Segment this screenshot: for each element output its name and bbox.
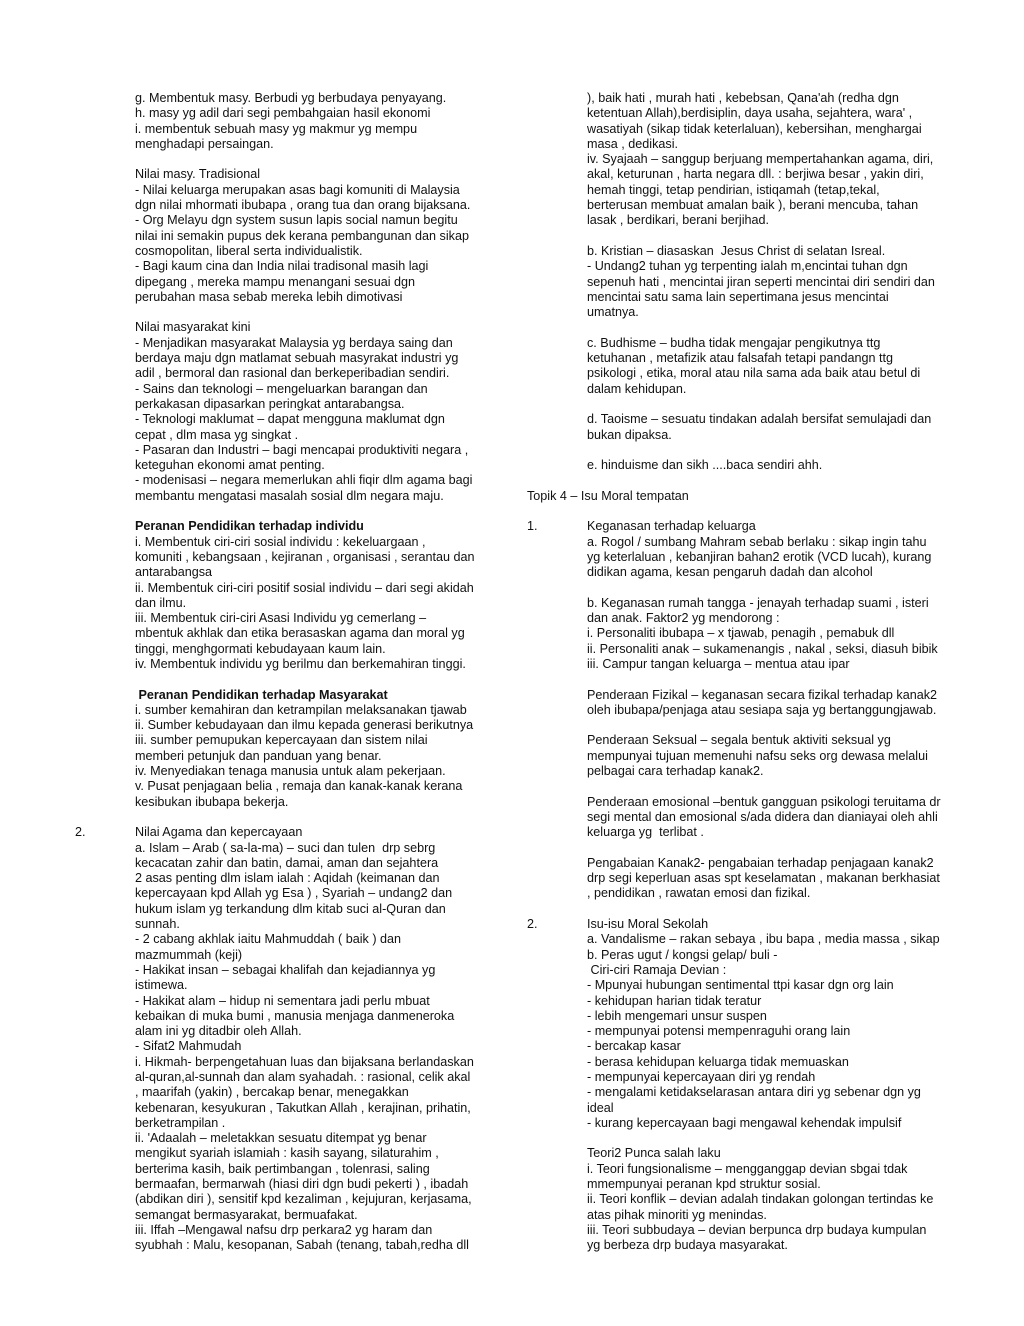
- text-line: ii. Sumber kebudayaan dan ilmu kepada generasi berikutnya: [135, 718, 474, 733]
- text-line: mmempunyai peranan kpd struktur sosial.: [587, 1177, 821, 1192]
- text-line: 2 asas penting dlm islam ialah : Aqidah (keimanan dan: [135, 871, 440, 886]
- right-block-buddhism: [587, 336, 972, 397]
- text-line: berketrampilan .: [135, 1115, 226, 1130]
- text-line: yg keterlaluan , kebanjiran bahan2 erotik (VCD lucah), kurang: [587, 549, 932, 564]
- text-line: bukan dipaksa.: [587, 427, 672, 442]
- right-block-christian: [587, 244, 972, 320]
- text-line: nilai ini semakin pupus dek kerana pembangunan dan sikap: [135, 228, 469, 243]
- text-line: atas pihak minoriti yg menindas.: [587, 1207, 767, 1222]
- text-line: cosmopolitan, liberal serta individualistik.: [135, 243, 363, 258]
- text-line: ketuhanan , metafizik atau falsafah tetapi pandangn ttg: [587, 351, 893, 366]
- left-block-education-society: [135, 703, 507, 810]
- text-line: dan ilmu.: [135, 595, 187, 610]
- item-1-number: 1.: [527, 519, 538, 534]
- text-line: membantu mengatasi masalah sosial dlm negara maju.: [135, 488, 444, 503]
- text-line: Ciri-ciri Ramaja Devian :: [587, 962, 727, 977]
- left-block-education-individual: [135, 535, 507, 673]
- text-line: iii. sumber pemupukan kepercayaan dan sistem nilai: [135, 733, 428, 748]
- text-line: cepat , dlm masa yg singkat .: [135, 427, 299, 442]
- text-line: antarabangsa: [135, 565, 213, 580]
- text-line: - Hakikat alam – hidup ni sementara jadi perlu mbuat: [135, 993, 430, 1008]
- right-block-taoism: [587, 412, 972, 443]
- text-line: - Teknologi maklumat – dapat mengguna maklumat dgn: [135, 412, 445, 427]
- left-item-2: [75, 825, 507, 1253]
- text-line: c. Budhisme – budha tidak mengajar pengikutnya ttg: [587, 335, 881, 350]
- right-item-2: [527, 917, 972, 1131]
- heading-education-society: Peranan Pendidikan terhadap Masyarakat: [135, 687, 388, 702]
- text-line: lasak , berdikari, berani berjihad.: [587, 213, 770, 228]
- text-line: wasatiyah (sikap tidak keterlaluan), kebersihan, menghargai: [587, 121, 922, 136]
- text-line: dgn nilai mhormati ibubapa , orang tua dan orang bijaksana.: [135, 198, 471, 213]
- text-line: yg berbeza drp budaya masyarakat.: [587, 1238, 788, 1253]
- text-line: - modenisasi – negara memerlukan ahli fiqir dlm agama bagi: [135, 473, 473, 488]
- text-line: (abdikan diri ), sensitif kpd kezaliman , kejujuran, kerjasama,: [135, 1192, 472, 1207]
- text-line: - 2 cabang akhlak iaitu Mahmuddah ( baik ) dan: [135, 932, 402, 947]
- text-line: - mempunyai kepercayaan diri yg rendah: [587, 1070, 816, 1084]
- text-line: ketentuan Allah),berdisiplin, daya usaha, sejahtera, wara' ,: [587, 106, 913, 121]
- text-line: berdaya maju dgn matlamat sebuah masyrakat industri yg: [135, 351, 459, 366]
- text-line: i. Personaliti ibubapa – x tjawab, penagih , pemabuk dll: [587, 626, 895, 641]
- text-line: masa , dedikasi.: [587, 136, 678, 151]
- text-line: Penderaan emosional –bentuk gangguan psikologi teruitama dr: [587, 794, 941, 809]
- text-line: keluarga yg terlibat .: [587, 825, 704, 840]
- text-line: sunnah.: [135, 917, 180, 932]
- text-line: , pendidikan , rawatan emosi dan fizikal.: [587, 886, 811, 901]
- item-2-number-left: 2.: [75, 825, 86, 840]
- text-line: - Undang2 tuhan yg terpenting ialah m,encintai tuhan dgn: [587, 259, 908, 274]
- text-line: iii. Iffah –Mengawal nafsu drp perkara2 yg haram dan: [135, 1222, 433, 1237]
- text-line: bermaafan, bermarwah (hiasi diri dgn budi pekerti ) , ibadah: [135, 1177, 469, 1192]
- text-line: iv. Syajaah – sanggup berjuang mempertahankan agama, diri,: [587, 152, 934, 167]
- text-line: v. Pusat penjagaan belia , remaja dan kanak-kanak kerana: [135, 779, 463, 794]
- text-line: b. Keganasan rumah tangga - jenayah terhadap suami , isteri: [587, 595, 929, 610]
- text-line: iii. Campur tangan keluarga – mentua atau ipar: [587, 656, 850, 671]
- text-line: ii. Personaliti anak – sukamenangis , nakal , seksi, diasuh bibik: [587, 641, 938, 656]
- text-line: drp segi keperluan asas spt keselamatan , makanan berkhasiat: [587, 871, 940, 886]
- text-line: i. Teori fungsionalisme – mengganggap devian sbgai tdak: [587, 1161, 908, 1176]
- text-line: kebaikan di muka bumi , manusia menjaga danmeneroka: [135, 1008, 455, 1023]
- text-line: Nilai Agama dan kepercayaan: [135, 825, 303, 840]
- text-line: - Pasaran dan Industri – bagi mencapai produktiviti negara ,: [135, 442, 469, 457]
- text-line: - berasa kehidupan keluarga tidak memuaskan: [587, 1054, 849, 1069]
- text-line: d. Taoisme – sesuatu tindakan adalah bersifat semulajadi dan: [587, 412, 932, 427]
- text-line: hukum islam yg terkandung dlm kitab suci al-Quran dan: [135, 901, 446, 916]
- text-line: a. Islam – Arab ( sa-la-ma) – suci dan tulen drp sebrg: [135, 840, 436, 855]
- text-line: keteguhan ekonomi amat penting.: [135, 458, 325, 473]
- text-line: iv. Membentuk individu yg berilmu dan berkemahiran tinggi.: [135, 656, 466, 671]
- text-line: i. membentuk sebuah masy yg makmur yg mempu: [135, 121, 418, 136]
- text-line: umatnya.: [587, 305, 639, 320]
- text-line: istimewa.: [135, 978, 188, 993]
- text-line: adil , bermoral dan rasional dan berkeperibadian sendiri.: [135, 366, 450, 381]
- text-line: - Org Melayu dgn system susun lapis social namun begitu: [135, 213, 458, 228]
- text-line: syubhah : Malu, kesopanan, Sabah (tenang, tabah,redha dll: [135, 1238, 469, 1253]
- right-block-domestic-violence: [587, 596, 972, 672]
- text-line: kecacatan zahir dan batin, damai, aman dan sejahtera: [135, 855, 439, 870]
- right-block-hinduism: [587, 458, 972, 473]
- right-block-theories: [587, 1146, 972, 1253]
- text-line: sepenuh hati , mencintai jiran seperti mencintai diri sendiri dan: [587, 274, 935, 289]
- text-line: mengikut syariah islamiah : kasih sayang, silaturahim ,: [135, 1146, 439, 1161]
- text-line: a. Rogol / sumbang Mahram sebab berlaku : sikap ingin tahu: [587, 534, 927, 549]
- text-line: - mempunyai potensi mempenraguhi orang lain: [587, 1024, 851, 1039]
- right-block-family-violence: [587, 519, 972, 580]
- heading-education-individual: Peranan Pendidikan terhadap individu: [135, 519, 364, 534]
- text-line: - kehidupan harian tidak teratur: [587, 993, 762, 1008]
- text-line: - Hakikat insan – sebagai khalifah dan kejadiannya yg: [135, 962, 436, 977]
- text-line: e. hinduisme dan sikh ....baca sendiri ahh.: [587, 458, 823, 473]
- text-line: i. sumber kemahiran dan ketrampilan melaksanakan tjawab: [135, 702, 467, 717]
- text-line: dalam kehidupan.: [587, 381, 687, 396]
- text-line: Isu-isu Moral Sekolah: [587, 917, 709, 932]
- text-line: akal, keturunan , harta negara dll. : berjiwa besar , yakin diri,: [587, 167, 924, 182]
- text-line: ii. Membentuk ciri-ciri positif sosial individu – dari segi akidah: [135, 580, 474, 595]
- item-2-number-right: 2.: [527, 917, 538, 932]
- text-line: Teori2 Punca salah laku: [587, 1146, 721, 1161]
- text-line: mencintai satu sama lain sepertimana jesus mencintai: [587, 289, 889, 304]
- text-line: iii. Membentuk ciri-ciri Asasi Individu yg cemerlang –: [135, 611, 427, 626]
- text-line: iii. Teori subbudaya – devian berpunca drp budaya kumpulan: [587, 1222, 927, 1237]
- text-line: g. Membentuk masy. Berbudi yg berbudaya penyayang.: [135, 91, 447, 105]
- left-column: [75, 91, 507, 1254]
- text-line: h. masy yg adil dari segi pembahgaian hasil ekonomi: [135, 106, 431, 121]
- text-line: - mengalami ketidakselarasan antara diri yg sebenar dgn yg: [587, 1085, 921, 1100]
- text-line: b. Peras ugut / kongsi gelap/ buli -: [587, 947, 778, 962]
- text-line: i. Hikmah- berpengetahuan luas dan bijaksana berlandaskan: [135, 1054, 474, 1069]
- text-line: a. Vandalisme – rakan sebaya , ibu bapa , media massa , sikap: [587, 932, 940, 947]
- text-line: perubahan masa sebab mereka lebih dimotivasi: [135, 289, 403, 304]
- text-line: - Sifat2 Mahmudah: [135, 1039, 242, 1054]
- text-line: hemah tinggi, tetap pendirian, istiqamah (tetap,tekal,: [587, 182, 880, 197]
- text-line: Keganasan terhadap keluarga: [587, 519, 756, 534]
- text-line: berterusan membuat amalan baik ), berani mencuba, tahan: [587, 198, 919, 213]
- text-line: b. Kristian – diasaskan Jesus Christ di selatan Isreal.: [587, 243, 886, 258]
- text-line: - Mpunyai hubungan sentimental ttpi kasar dgn org lain: [587, 978, 894, 993]
- text-line: - Sains dan teknologi – mengeluarkan barangan dan: [135, 381, 428, 396]
- text-line: didikan agama, kesan pengaruh dadah dan alcohol: [587, 565, 873, 580]
- text-line: mbentuk akhlak dan etika berasaskan agama dan moral yg: [135, 626, 465, 641]
- left-block-current-values: [135, 320, 507, 504]
- text-line: mazmummah (keji): [135, 947, 243, 962]
- text-line: perkakasan dipasarkan peringkat antarabangsa.: [135, 396, 405, 411]
- right-block-physical-abuse: [587, 688, 972, 719]
- text-line: oleh ibubapa/penjaga atau sesiapa saja yg bertanggungjawab.: [587, 702, 937, 717]
- right-block-sexual-abuse: [587, 733, 972, 779]
- text-line: - Nilai keluarga merupakan asas bagi komuniti di Malaysia: [135, 182, 460, 197]
- text-line: - Menjadikan masyarakat Malaysia yg berdaya saing dan: [135, 335, 453, 350]
- text-line: tinggi, menghgormati kebudayaan kaum lain.: [135, 641, 386, 656]
- right-item-1: [527, 519, 972, 580]
- right-block-islam-continued: [587, 91, 972, 229]
- text-line: i. Membentuk ciri-ciri sosial individu : kekeluargaan ,: [135, 534, 426, 549]
- text-line: - Bagi kaum cina dan India nilai tradisonal masih lagi: [135, 259, 429, 274]
- text-line: menghadapi persaingan.: [135, 136, 274, 151]
- text-line: Nilai masy. Tradisional: [135, 167, 261, 182]
- text-line: Penderaan Seksual – segala bentuk aktiviti seksual yg: [587, 733, 891, 748]
- right-block-emotional-abuse: [587, 795, 972, 841]
- text-line: psikologi , etika, moral atau nila sama ada baik atau betul di: [587, 366, 921, 381]
- left-block-goals: [135, 91, 507, 152]
- text-line: pelbagai cara terhadap kanak2.: [587, 764, 764, 779]
- text-line: kesibukan ibubapa bekerja.: [135, 794, 289, 809]
- text-line: kebenaran, kesyukuran , Takutkan Allah , kerajinan, prihatin,: [135, 1100, 471, 1115]
- text-line: Nilai masyarakat kini: [135, 320, 251, 335]
- text-line: segi mental dan emosional s/ada didera dan dianiayai oleh ahli: [587, 809, 938, 824]
- text-line: - kurang kepercayaan bagi mengawal kehendak impulsif: [587, 1115, 902, 1130]
- topic-4-heading: Topik 4 – Isu Moral tempatan: [527, 488, 689, 503]
- text-line: semangat bermasyarakat, bermuafakat.: [135, 1207, 358, 1222]
- text-line: kepercayaan kpd Allah yg Esa ) , Syariah – undang2 dan: [135, 886, 453, 901]
- right-block-neglect: [587, 856, 972, 902]
- text-line: ideal: [587, 1100, 614, 1115]
- left-block-religion-values: [135, 825, 507, 1253]
- right-block-school-issues: [587, 917, 972, 1131]
- text-line: , maarifah (yakin) , bercakap benar, menegakkan: [135, 1085, 409, 1100]
- text-line: iv. Menyediakan tenaga manusia untuk alam pekerjaan.: [135, 764, 446, 779]
- right-column: [527, 91, 972, 1254]
- text-line: memberi petunjuk dan panduan yang benar.: [135, 748, 382, 763]
- text-line: ii. Teori konflik – devian adalah tindakan golongan tertindas ke: [587, 1192, 934, 1207]
- text-line: - lebih mengemari unsur suspen: [587, 1008, 767, 1023]
- text-line: alam ini yg ditadbir oleh Allah.: [135, 1024, 302, 1039]
- text-line: komuniti , kebangsaan , kejiranan , organisasi , serantau dan: [135, 549, 475, 564]
- left-block-traditional-values: [135, 167, 507, 305]
- text-line: Penderaan Fizikal – keganasan secara fizikal terhadap kanak2: [587, 687, 938, 702]
- text-line: - bercakap kasar: [587, 1039, 681, 1054]
- text-line: ii. 'Adaalah – meletakkan sesuatu ditempat yg benar: [135, 1131, 427, 1146]
- text-line: Pengabaian Kanak2- pengabaian terhadap penjagaan kanak2: [587, 855, 934, 870]
- text-line: dan anak. Faktor2 yg mendorong :: [587, 611, 780, 626]
- text-line: dipegang , mereka mampu menangani sesuai dgn: [135, 274, 416, 289]
- text-line: al-quran,al-sunnah dan alam syahadah. : rasional, celik akal: [135, 1070, 471, 1084]
- text-line: ), baik hati , murah hati , kebebsan, Qana'ah (redha dgn: [587, 91, 899, 105]
- text-line: mempunyai tujuan memenuhi nafsu seks org dewasa melalui: [587, 748, 928, 763]
- text-line: berterima kasih, baik pertimbangan , tolenrasi, saling: [135, 1161, 430, 1176]
